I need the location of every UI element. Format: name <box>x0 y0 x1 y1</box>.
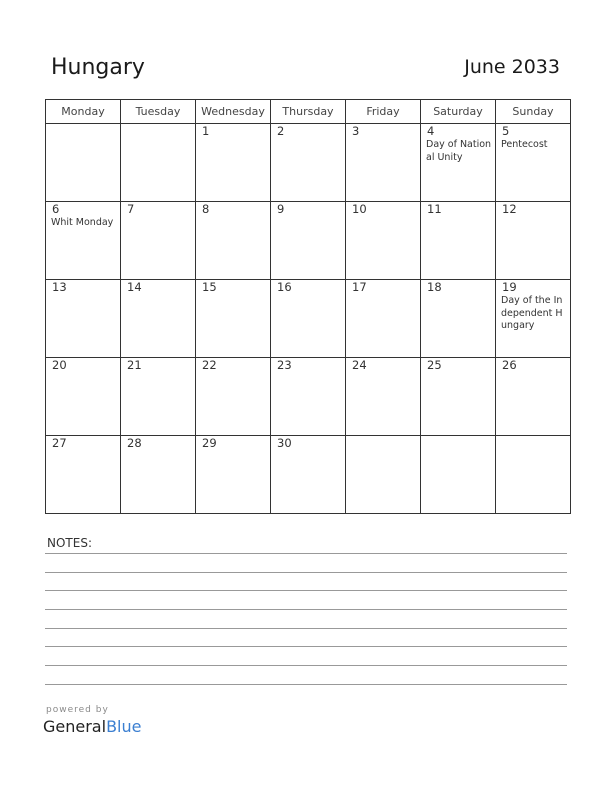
day-number: 17 <box>352 280 367 294</box>
holiday-label <box>46 125 120 126</box>
week-row <box>46 124 571 202</box>
week-row <box>46 280 571 358</box>
day-number: 26 <box>502 358 517 372</box>
day-cell <box>421 124 496 202</box>
holiday-label <box>271 372 345 373</box>
day-cell <box>196 202 271 280</box>
day-cell <box>121 358 196 436</box>
holiday-label <box>496 372 570 373</box>
day-cell <box>346 124 421 202</box>
notes-line <box>45 628 567 629</box>
weekday-header-row <box>46 100 571 124</box>
day-number: 7 <box>127 202 135 216</box>
day-cell <box>271 436 346 514</box>
day-cell <box>496 202 571 280</box>
day-cell <box>121 436 196 514</box>
holiday-label <box>271 138 345 139</box>
day-cell <box>46 202 121 280</box>
powered-by-text: powered by <box>46 705 109 715</box>
holiday-label: Whit Monday <box>51 217 114 228</box>
holiday-label <box>421 437 495 438</box>
notes-line <box>45 684 567 685</box>
holiday-label <box>421 372 495 373</box>
day-cell <box>46 436 121 514</box>
calendar-grid <box>45 99 571 514</box>
day-number: 13 <box>52 280 67 294</box>
day-cell <box>271 202 346 280</box>
holiday-label <box>46 450 120 451</box>
day-cell <box>271 124 346 202</box>
holiday-label <box>346 437 420 438</box>
month-year-title: June 2033 <box>464 56 560 78</box>
day-number: 15 <box>202 280 217 294</box>
day-cell <box>496 124 571 202</box>
holiday-label <box>121 294 195 295</box>
day-number: 23 <box>277 358 292 372</box>
holiday-label <box>271 216 345 217</box>
holiday-label <box>196 138 270 139</box>
day-number: 22 <box>202 358 217 372</box>
holiday-label <box>196 372 270 373</box>
notes-label: NOTES: <box>47 536 92 550</box>
brand-general: General <box>43 717 107 736</box>
holiday-label: Day of National Unity <box>426 139 492 163</box>
day-cell <box>46 280 121 358</box>
day-cell <box>271 280 346 358</box>
weekday-saturday: Saturday <box>421 100 496 124</box>
day-number: 30 <box>277 436 292 450</box>
weekday-tuesday: Tuesday <box>121 100 196 124</box>
weekday-wednesday: Wednesday <box>196 100 271 124</box>
day-cell <box>346 436 421 514</box>
day-cell <box>121 202 196 280</box>
day-number: 19 <box>502 280 517 294</box>
day-number: 24 <box>352 358 367 372</box>
day-cell <box>346 280 421 358</box>
day-number: 6 <box>52 202 60 216</box>
country-title: Hungary <box>51 55 145 80</box>
day-number: 1 <box>202 124 210 138</box>
day-number: 5 <box>502 124 510 138</box>
day-number: 14 <box>127 280 142 294</box>
day-cell <box>421 436 496 514</box>
day-cell <box>46 124 121 202</box>
week-row <box>46 202 571 280</box>
week-row <box>46 358 571 436</box>
day-number: 18 <box>427 280 442 294</box>
day-cell <box>496 436 571 514</box>
holiday-label <box>346 138 420 139</box>
holiday-label <box>496 437 570 438</box>
notes-line <box>45 572 567 573</box>
holiday-label <box>271 294 345 295</box>
day-number: 3 <box>352 124 360 138</box>
day-number: 2 <box>277 124 285 138</box>
day-cell <box>496 280 571 358</box>
day-cell <box>421 358 496 436</box>
day-number: 4 <box>427 124 435 138</box>
day-number: 10 <box>352 202 367 216</box>
day-cell <box>346 202 421 280</box>
notes-line <box>45 646 567 647</box>
holiday-label: Day of the Independent Hungary <box>501 295 563 331</box>
day-cell <box>271 358 346 436</box>
notes-line <box>45 553 567 554</box>
holiday-label <box>421 216 495 217</box>
weekday-monday: Monday <box>46 100 121 124</box>
day-number: 9 <box>277 202 285 216</box>
holiday-label <box>346 294 420 295</box>
day-cell <box>46 358 121 436</box>
day-cell <box>121 280 196 358</box>
day-number: 8 <box>202 202 210 216</box>
brand-blue: Blue <box>106 717 142 736</box>
weekday-thursday: Thursday <box>271 100 346 124</box>
day-cell <box>196 280 271 358</box>
weekday-friday: Friday <box>346 100 421 124</box>
day-cell <box>121 124 196 202</box>
holiday-label <box>121 216 195 217</box>
day-number: 16 <box>277 280 292 294</box>
holiday-label: Pentecost <box>501 139 548 150</box>
day-cell <box>346 358 421 436</box>
day-number: 25 <box>427 358 442 372</box>
day-cell <box>196 358 271 436</box>
day-cell <box>421 280 496 358</box>
holiday-label <box>271 450 345 451</box>
week-row <box>46 436 571 514</box>
holiday-label <box>346 216 420 217</box>
holiday-label <box>46 294 120 295</box>
holiday-label <box>346 372 420 373</box>
day-cell <box>196 436 271 514</box>
holiday-label <box>196 294 270 295</box>
day-number: 20 <box>52 358 67 372</box>
day-number: 11 <box>427 202 442 216</box>
generalblue-logo <box>43 717 141 736</box>
holiday-label <box>121 450 195 451</box>
notes-line <box>45 665 567 666</box>
holiday-label <box>121 125 195 126</box>
day-cell <box>496 358 571 436</box>
notes-line <box>45 590 567 591</box>
day-number: 21 <box>127 358 142 372</box>
day-number: 29 <box>202 436 217 450</box>
holiday-label <box>196 450 270 451</box>
holiday-label <box>421 294 495 295</box>
holiday-label <box>46 372 120 373</box>
day-number: 12 <box>502 202 517 216</box>
day-cell <box>196 124 271 202</box>
day-number: 27 <box>52 436 67 450</box>
holiday-label <box>121 372 195 373</box>
notes-line <box>45 609 567 610</box>
holiday-label <box>496 216 570 217</box>
day-number: 28 <box>127 436 142 450</box>
weekday-sunday: Sunday <box>496 100 571 124</box>
day-cell <box>421 202 496 280</box>
holiday-label <box>196 216 270 217</box>
